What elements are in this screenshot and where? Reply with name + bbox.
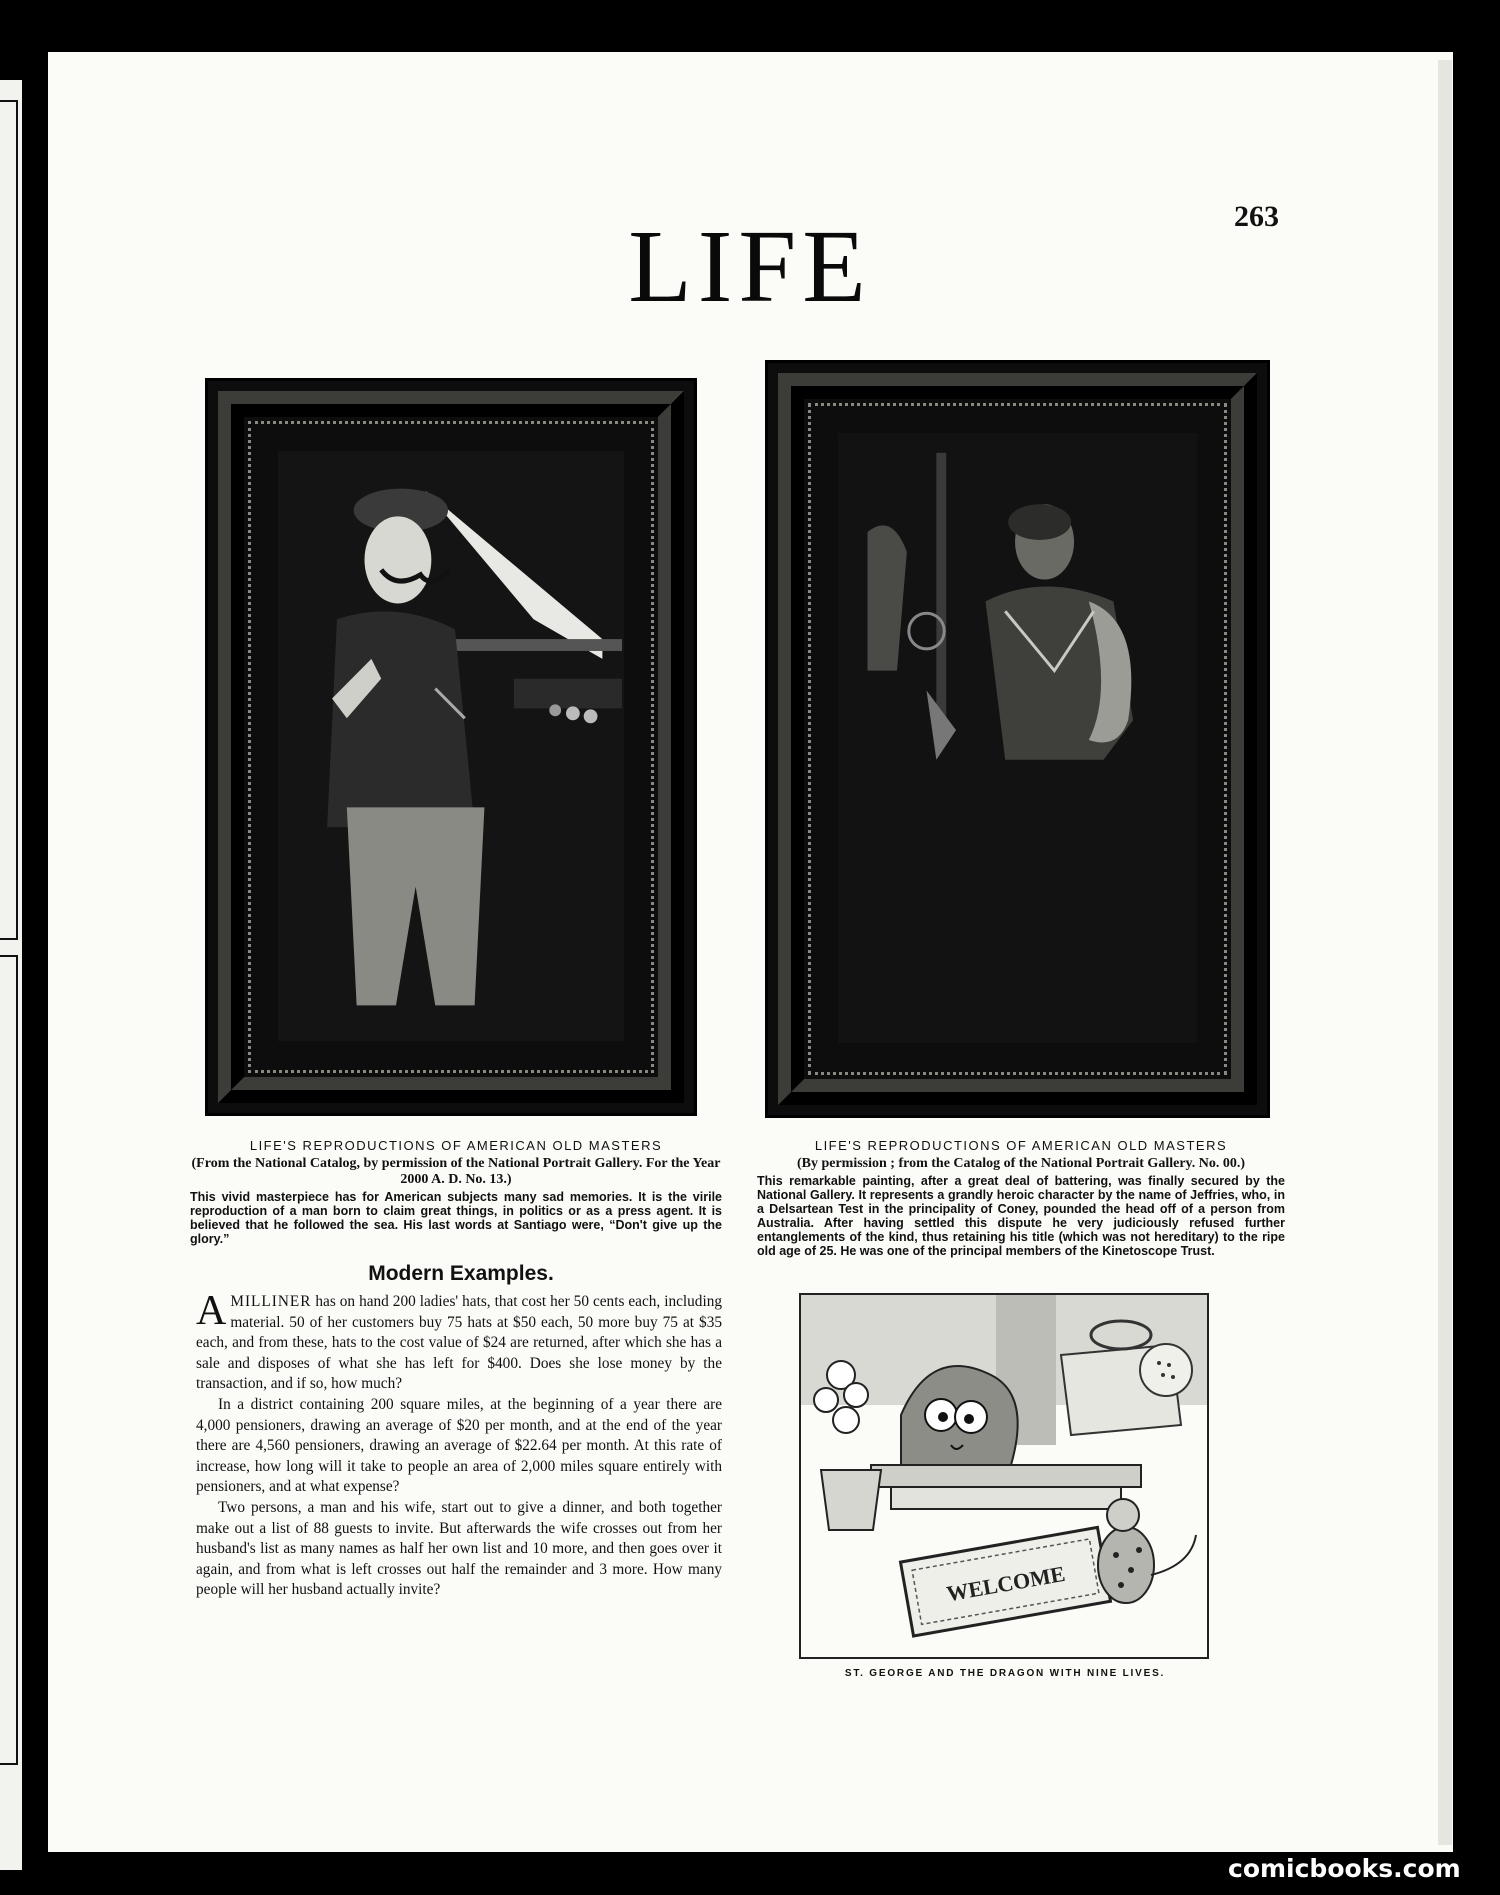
article-paragraph-3: Two persons, a man and his wife, start out to give a dinner, and both together make out a list of 88 guests to invite. But afterwards the wife crosses out from her husband's list as many names as half her own list and 10 more, and then goes over it again, and from what is left crosses out half the remainder and 3 more. How many people will her husband actually invite? bbox=[196, 1498, 722, 1599]
article-body bbox=[196, 1288, 722, 1601]
boxer-portrait-illustration bbox=[838, 433, 1197, 1043]
previous-page-border-bottom bbox=[0, 955, 18, 1765]
right-painting-frame bbox=[765, 360, 1270, 1118]
left-painting-caption bbox=[190, 1138, 722, 1246]
article-paragraph-2: In a district containing 200 square miles, at the beginning of a year there are 4,000 pensioners, drawing an average of $20 per month, and at the end of the year there are 4,560 pensioners, drawing an average of $22.64 per month. At this rate of increase, how long will it take to people an area of 2,000 miles square entirely with pensioners, and at what expense? bbox=[196, 1395, 722, 1496]
page-number: 263 bbox=[1234, 200, 1279, 233]
site-watermark: comicbooks.com bbox=[1228, 1854, 1461, 1883]
right-caption-description: This remarkable painting, after a great deal of battering, was finally secured by the National Gallery. It represents a grandly heroic character by the name of Jeffries, who, in a Delsartean Test in the principality of Coney, pounded the head off of a person from Australia. After having settled this dispute he very judiciously refused further entanglements of the kind, thus retaining his title (which was not hereditary) to the ripe old age of 25. He was one of the principal members of the Kinetoscope Trust. bbox=[757, 1174, 1285, 1258]
left-caption-source: (From the National Catalog, by permission of the National Portrait Gallery. For the Year 2000 A. D. No. 13.) bbox=[191, 1156, 721, 1187]
cartoon-illustration bbox=[799, 1293, 1209, 1659]
sailor-portrait-illustration bbox=[278, 451, 624, 1041]
left-caption-description: This vivid masterpiece has for American subjects many sad memories. It is the virile reproduction of a man born to claim great things, in politics or as a press agent. It is believed that he followed the sea. His last words at Santiago were, “Don't give up the glory.” bbox=[190, 1190, 722, 1246]
cartoon-caption: ST. GEORGE AND THE DRAGON WITH NINE LIVES. bbox=[844, 1668, 1166, 1679]
masthead-title: LIFE bbox=[628, 209, 872, 324]
right-caption-series-title: LIFE'S REPRODUCTIONS OF AMERICAN OLD MASTERS bbox=[814, 1138, 1228, 1153]
cat-and-mouse-drawing bbox=[801, 1295, 1207, 1657]
page-edge-shadow bbox=[1438, 60, 1452, 1845]
lead-word: MILLINER bbox=[230, 1293, 312, 1310]
drop-cap: A bbox=[196, 1288, 227, 1334]
left-painting-frame bbox=[205, 378, 697, 1116]
article-paragraph-1 bbox=[196, 1288, 722, 1395]
left-caption-series-title: LIFE'S REPRODUCTIONS OF AMERICAN OLD MASTERS bbox=[249, 1138, 663, 1153]
right-painting-caption bbox=[757, 1138, 1285, 1258]
right-painting-image bbox=[838, 433, 1197, 1043]
welcome-mat-text: WELCOME bbox=[944, 1560, 1067, 1607]
left-painting-image bbox=[278, 451, 624, 1041]
paragraph-1-text: has on hand 200 ladies' hats, that cost her 50 cents each, including material. 50 of her customers buy 75 hats at $50 each, 50 more buy 75 at $35 each, and from these, hats to the cost value of $24 are returned, after which she has a sale and disposes of what she has left for $400. Does she lose money by the transaction, and if so, how much? bbox=[196, 1293, 722, 1393]
right-caption-source: (By permission ; from the Catalog of the National Portrait Gallery. No. 00.) bbox=[796, 1156, 1246, 1171]
article-title: Modern Examples. bbox=[368, 1262, 554, 1285]
